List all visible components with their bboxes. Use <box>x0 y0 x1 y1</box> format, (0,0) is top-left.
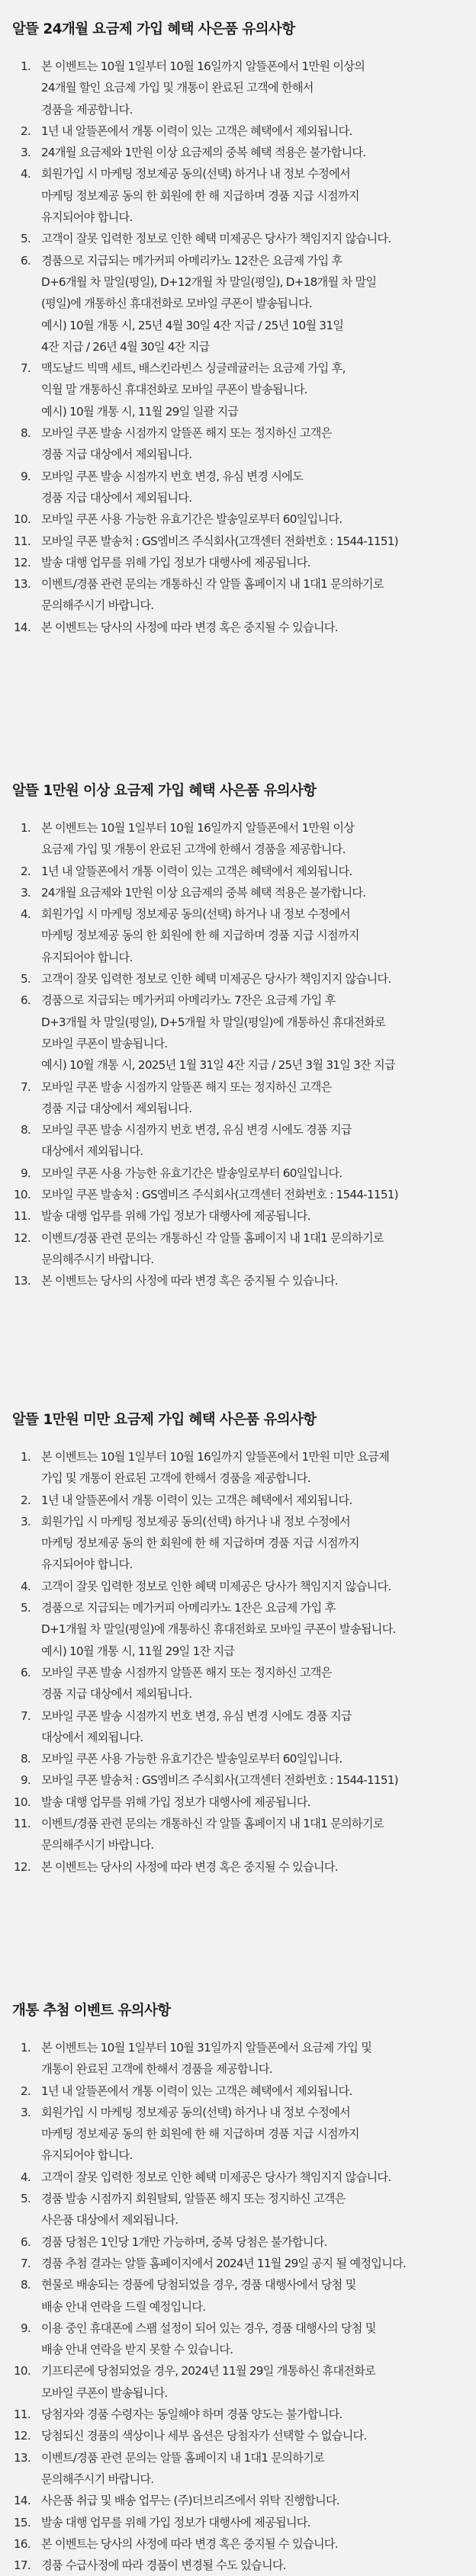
item-number: 1. <box>21 59 31 73</box>
notice-item <box>12 573 461 617</box>
item-text: 본 이벤트는 10월 1일부터 10월 16일까지 알뜰폰에서 1만원 이상의 24개월 할인 요금제 가입 및 개통이 완료된 고객에 한해서 경품을 제공합니다. <box>41 59 365 117</box>
item-text: 고객이 잘못 입력한 정보로 인한 혜택 미제공은 당사가 책임지지 않습니다. <box>41 232 391 246</box>
item-text: 경품 발송 시점까지 회원탈퇴, 알뜰폰 해지 또는 정지하신 고객은 사은품 대상에서 제외됩니다. <box>41 2192 346 2228</box>
item-number: 13. <box>14 577 31 592</box>
notice-item <box>12 2318 461 2361</box>
item-text: 모바일 쿠폰 사용 가능한 유효기간은 발송일로부터 60일입니다. <box>41 512 343 527</box>
item-number: 5. <box>21 1601 31 1615</box>
item-number: 2. <box>21 864 31 878</box>
item-text: 고객이 잘못 입력한 정보로 인한 혜택 미제공은 당사가 책임지지 않습니다. <box>41 972 391 986</box>
notice-item <box>12 1813 461 1856</box>
item-number: 3. <box>21 1514 31 1529</box>
item-text: 당첨자와 경품 수령자는 동일해야 하며 경품 양도는 불가합니다. <box>41 2408 343 2422</box>
notice-item <box>12 2555 461 2576</box>
notice-item <box>12 861 461 882</box>
item-text: 발송 대행 업무를 위해 가입 정보가 대행사에 제공됩니다. <box>41 1209 310 1224</box>
notice-list <box>12 817 461 1292</box>
item-text: 당첨되신 경품의 색상이나 세부 옵션은 당첨자가 선택할 수 없습니다. <box>41 2429 367 2443</box>
item-number: 7. <box>21 1079 31 1094</box>
notice-item <box>12 2231 461 2253</box>
item-text: 24개월 요금제와 1만원 이상 요금제의 중복 혜택 적용은 불가합니다. <box>41 885 366 900</box>
item-text: 고객이 잘못 입력한 정보로 인한 혜택 미제공은 당사가 책임지지 않습니다. <box>41 2170 391 2184</box>
item-text: 1년 내 알뜰폰에서 개통 이력이 있는 고객은 혜택에서 제외됩니다. <box>41 1493 352 1507</box>
notice-item <box>12 1076 461 1120</box>
item-text: 본 이벤트는 10월 1일부터 10월 16일까지 알뜰폰에서 1만원 이상 요금제 가입 및 개통이 완료된 고객에 한해서 경품을 제공합니다. <box>41 821 355 857</box>
item-text: 모바일 쿠폰 사용 가능한 유효기간은 발송일로부터 60일입니다. <box>41 1752 343 1766</box>
item-number: 6. <box>21 993 31 1008</box>
item-text: 이벤트/경품 관련 문의는 개통하신 각 알뜰 홈페이지 내 1대1 문의하기로 문의해주시기 바랍니다. <box>41 577 384 613</box>
item-text: 모바일 쿠폰 발송 시점까지 알뜰폰 해지 또는 정지하신 고객은 경품 지급 대상에서 제외됩니다. <box>41 1665 332 1702</box>
item-number: 4. <box>21 1579 31 1593</box>
item-number: 8. <box>21 426 31 441</box>
item-text: 경품 수급사정에 따라 경품이 변경될 수도 있습니다. <box>41 2558 286 2573</box>
notice-section-24month <box>12 20 461 638</box>
notice-item <box>12 1490 461 1511</box>
item-text: 모바일 쿠폰 발송처 : GS엠비즈 주식회사(고객센터 전화번호 : 1544-1151) <box>41 1188 398 1202</box>
item-number: 9. <box>21 1773 31 1788</box>
item-number: 3. <box>21 146 31 160</box>
item-number: 16. <box>14 2536 31 2551</box>
item-text: 사은품 취급 및 배송 업무는 (주)더브리즈에서 위탁 진행합니다. <box>41 2494 339 2508</box>
notice-item <box>12 817 461 861</box>
item-text: 이용 중인 휴대폰에 스팸 설정이 되어 있는 경우, 경품 대행사의 당첨 및 배송 안내 연락을 받지 못할 수 있습니다. <box>41 2321 376 2357</box>
item-text: 경품 추첨 결과는 알뜰 홈페이지에서 2024년 11월 29일 공지 될 예정입니다. <box>41 2256 407 2270</box>
notice-item <box>12 1119 461 1163</box>
notice-item <box>12 2080 461 2102</box>
section-title: 알뜰 1만원 이상 요금제 가입 혜택 사은품 유의사항 <box>12 783 317 799</box>
notice-item <box>12 1511 461 1576</box>
notice-item <box>12 142 461 163</box>
item-number: 5. <box>21 232 31 246</box>
item-number: 14. <box>14 620 31 634</box>
item-number: 1. <box>21 821 31 835</box>
item-text: 이벤트/경품 관련 문의는 알뜰 홈페이지 내 1대1 문의하기로 문의해주시기 바랍니다. <box>41 2450 324 2486</box>
item-text: 맥도날드 빅맥 세트, 배스킨라빈스 싱글레귤러는 요금제 가입 후, 익월 말 개통하신 휴대전화로 모바일 쿠폰이 발송됩니다. 예시) 10월 개통 시, 11월 29일 일괄 지급 <box>41 361 346 419</box>
item-text: 모바일 쿠폰 발송 시점까지 번호 변경, 유심 변경 시에도 경품 지급 대상에서 제외됩니다. <box>41 469 303 505</box>
item-number: 7. <box>21 361 31 376</box>
notice-item <box>12 1163 461 1184</box>
item-number: 4. <box>21 2170 31 2184</box>
item-text: 모바일 쿠폰 발송 시점까지 번호 변경, 유심 변경 시에도 경품 지급 대상에서 제외됩니다. <box>41 1708 352 1744</box>
item-number: 5. <box>21 2192 31 2206</box>
item-text: 이벤트/경품 관련 문의는 개통하신 각 알뜰 홈페이지 내 1대1 문의하기로 문의해주시기 바랍니다. <box>41 1230 384 1266</box>
item-text: 모바일 쿠폰 발송 시점까지 알뜰폰 해지 또는 정지하신 고객은 경품 지급 대상에서 제외됩니다. <box>41 426 332 462</box>
notice-item <box>12 2533 461 2555</box>
notice-section-over-10000 <box>12 781 461 1292</box>
item-number: 10. <box>14 2364 31 2379</box>
notice-item <box>12 1597 461 1662</box>
notice-item <box>12 422 461 466</box>
notice-item <box>12 2512 461 2533</box>
item-text: 경품으로 지급되는 메가커피 아메리카노 12잔은 요금제 가입 후 D+6개월 차 말일(평일), D+12개월 차 말일(평일), D+18개월 차 말일 (평일)에 개통하신 휴대전화로 모바일 쿠폰이 발송됩니다. 예시) 10월 개통 시, 25년 4월 30일 4잔 지급 / 25년 10월 31일 4잔 지급 / 26년 4월 30일 4잔 지급 <box>41 253 377 354</box>
item-number: 4. <box>21 907 31 922</box>
notice-item <box>12 1270 461 1291</box>
notice-section-draw-event <box>12 2001 461 2576</box>
notice-item <box>12 1227 461 1271</box>
item-number: 6. <box>21 253 31 268</box>
notice-item <box>12 2167 461 2188</box>
item-text: 회원가입 시 마케팅 정보제공 동의(선택) 하거나 내 정보 수정에서 마케팅 정보제공 동의 한 회원에 한 해 지급하며 경품 지급 시점까지 유지되어야 합니다. <box>41 167 359 225</box>
item-text: 본 이벤트는 10월 1일부터 10월 31일까지 알뜰폰에서 요금제 가입 및 개통이 완료된 고객에 한해서 경품을 제공합니다. <box>41 2041 372 2077</box>
notice-item <box>12 1184 461 1205</box>
notice-item <box>12 120 461 142</box>
item-number: 7. <box>21 2256 31 2270</box>
item-text: 회원가입 시 마케팅 정보제공 동의(선택) 하거나 내 정보 수정에서 마케팅 정보제공 동의 한 회원에 한 해 지급하며 경품 지급 시점까지 유지되어야 합니다. <box>41 2105 359 2163</box>
notice-item <box>12 1705 461 1749</box>
item-number: 1. <box>21 1450 31 1464</box>
notice-item <box>12 1748 461 1769</box>
item-text: 경품으로 지급되는 메가커피 아메리카노 1잔은 요금제 가입 후 D+1개월 차 말일(평일)에 개통하신 휴대전화로 모바일 쿠폰이 발송됩니다. 예시) 10월 개통 시, 11월 29일 1잔 지급 <box>41 1601 396 1658</box>
item-text: 회원가입 시 마케팅 정보제공 동의(선택) 하거나 내 정보 수정에서 마케팅 정보제공 동의 한 회원에 한 해 지급하며 경품 지급 시점까지 유지되어야 합니다. <box>41 1514 359 1572</box>
notice-item <box>12 250 461 358</box>
item-text: 모바일 쿠폰 발송 시점까지 번호 변경, 유심 변경 시에도 경품 지급 대상에서 제외됩니다. <box>41 1123 352 1159</box>
item-number: 14. <box>14 2494 31 2508</box>
notice-item <box>12 2102 461 2167</box>
notice-item <box>12 2425 461 2446</box>
section-title: 개통 추첨 이벤트 유의사항 <box>12 2003 171 2019</box>
notice-item <box>12 968 461 990</box>
item-text: 이벤트/경품 관련 문의는 개통하신 각 알뜰 홈페이지 내 1대1 문의하기로 문의해주시기 바랍니다. <box>41 1817 384 1853</box>
section-title: 알뜰 24개월 요금제 가입 혜택 사은품 유의사항 <box>12 21 295 37</box>
notice-item <box>12 1856 461 1878</box>
item-number: 11. <box>14 1817 31 1831</box>
notice-item <box>12 228 461 249</box>
item-text: 기프티콘에 당첨되었을 경우, 2024년 11월 29일 개통하신 휴대전화로 모바일 쿠폰이 발송됩니다. <box>41 2364 376 2400</box>
item-text: 모바일 쿠폰 발송처 : GS엠비즈 주식회사(고객센터 전화번호 : 1544-1151) <box>41 534 398 548</box>
item-text: 고객이 잘못 입력한 정보로 인한 혜택 미제공은 당사가 책임지지 않습니다. <box>41 1579 391 1593</box>
item-number: 12. <box>14 1230 31 1245</box>
item-number: 10. <box>14 1188 31 1202</box>
item-number: 10. <box>14 512 31 527</box>
item-number: 3. <box>21 2105 31 2119</box>
item-text: 본 이벤트는 당사의 사정에 따라 변경 혹은 중지될 수 있습니다. <box>41 1274 338 1288</box>
item-number: 2. <box>21 2084 31 2098</box>
item-number: 11. <box>14 1209 31 1224</box>
item-text: 본 이벤트는 10월 1일부터 10월 16일까지 알뜰폰에서 1만원 미만 요금제 가입 및 개통이 완료된 고객에 한해서 경품을 제공합니다. <box>41 1450 390 1486</box>
item-number: 2. <box>21 1493 31 1507</box>
item-text: 24개월 요금제와 1만원 이상 요금제의 중복 혜택 적용은 불가합니다. <box>41 146 366 160</box>
item-text: 발송 대행 업무를 위해 가입 정보가 대행사에 제공됩니다. <box>41 555 310 569</box>
item-number: 1. <box>21 2041 31 2055</box>
item-text: 본 이벤트는 당사의 사정에 따라 변경 혹은 중지될 수 있습니다. <box>41 1859 338 1874</box>
item-number: 12. <box>14 2429 31 2443</box>
notice-item <box>12 358 461 422</box>
item-number: 6. <box>21 1665 31 1679</box>
item-number: 8. <box>21 1123 31 1137</box>
item-number: 15. <box>14 2515 31 2529</box>
notice-item <box>12 508 461 530</box>
item-text: 모바일 쿠폰 사용 가능한 유효기간은 발송일로부터 60일입니다. <box>41 1166 343 1180</box>
item-number: 8. <box>21 1752 31 1766</box>
notice-item <box>12 903 461 968</box>
item-number: 5. <box>21 972 31 986</box>
notice-item <box>12 1446 461 1490</box>
item-number: 4. <box>21 167 31 181</box>
item-text: 1년 내 알뜰폰에서 개통 이력이 있는 고객은 혜택에서 제외됩니다. <box>41 2084 352 2098</box>
notice-item <box>12 2490 461 2511</box>
notice-item <box>12 1769 461 1791</box>
notice-item <box>12 2274 461 2318</box>
notice-item <box>12 531 461 552</box>
item-text: 회원가입 시 마케팅 정보제공 동의(선택) 하거나 내 정보 수정에서 마케팅 정보제공 동의 한 회원에 한 해 지급하며 경품 지급 시점까지 유지되어야 합니다. <box>41 907 359 964</box>
item-text: 경품 당첨은 1인당 1개만 가능하며, 중복 당첨은 불가합니다. <box>41 2234 327 2249</box>
notice-list <box>12 2037 461 2576</box>
item-number: 7. <box>21 1708 31 1723</box>
notice-item <box>12 163 461 228</box>
notice-item <box>12 2447 461 2491</box>
item-text: 발송 대행 업무를 위해 가입 정보가 대행사에 제공됩니다. <box>41 2515 310 2529</box>
item-text: 발송 대행 업무를 위해 가입 정보가 대행사에 제공됩니다. <box>41 1795 310 1809</box>
item-text: 1년 내 알뜰폰에서 개통 이력이 있는 고객은 혜택에서 제외됩니다. <box>41 864 352 878</box>
item-number: 13. <box>14 2450 31 2465</box>
item-number: 6. <box>21 2234 31 2249</box>
item-number: 9. <box>21 2321 31 2335</box>
item-number: 8. <box>21 2278 31 2292</box>
notice-item <box>12 1792 461 1813</box>
item-number: 2. <box>21 124 31 138</box>
notice-item <box>12 2188 461 2231</box>
notice-item <box>12 990 461 1076</box>
notice-section-under-10000 <box>12 1410 461 1878</box>
notice-item <box>12 1205 461 1227</box>
notice-item <box>12 617 461 638</box>
item-number: 9. <box>21 1166 31 1180</box>
item-number: 13. <box>14 1274 31 1288</box>
notice-item <box>12 1576 461 1597</box>
notice-list <box>12 1446 461 1878</box>
notice-item <box>12 2404 461 2425</box>
item-text: 현물로 배송되는 경품에 당첨되었을 경우, 경품 대행사에서 당첨 및 배송 안내 연락을 드릴 예정입니다. <box>41 2278 356 2314</box>
item-number: 10. <box>14 1795 31 1809</box>
notice-item <box>12 1662 461 1705</box>
item-number: 11. <box>14 2408 31 2422</box>
notice-list <box>12 56 461 638</box>
item-text: 본 이벤트는 당사의 사정에 따라 변경 혹은 중지될 수 있습니다. <box>41 620 338 634</box>
item-text: 본 이벤트는 당사의 사정에 따라 변경 혹은 중지될 수 있습니다. <box>41 2536 338 2551</box>
notice-item <box>12 552 461 573</box>
section-title: 알뜰 1만원 미만 요금제 가입 혜택 사은품 유의사항 <box>12 1412 317 1428</box>
item-text: 1년 내 알뜰폰에서 개통 이력이 있는 고객은 혜택에서 제외됩니다. <box>41 124 352 138</box>
item-number: 3. <box>21 885 31 900</box>
item-text: 경품으로 지급되는 메가커피 아메리카노 7잔은 요금제 가입 후 D+3개월 차 말일(평일), D+5개월 차 말일(평일)에 개통하신 휴대전화로 모바일 쿠폰이 발송됩니다. 예시) 10월 개통 시, 2025년 1월 31일 4잔 지급 / 25년 3월 31일 3잔 지급 <box>41 993 395 1073</box>
notice-item <box>12 56 461 120</box>
notice-item <box>12 466 461 509</box>
item-number: 17. <box>14 2558 31 2573</box>
notice-item <box>12 882 461 903</box>
notice-item <box>12 2037 461 2080</box>
item-number: 9. <box>21 469 31 483</box>
notice-item <box>12 2360 461 2404</box>
item-text: 모바일 쿠폰 발송처 : GS엠비즈 주식회사(고객센터 전화번호 : 1544-1151) <box>41 1773 398 1788</box>
item-number: 11. <box>14 534 31 548</box>
notice-item <box>12 2253 461 2274</box>
item-text: 모바일 쿠폰 발송 시점까지 알뜰폰 해지 또는 정지하신 고객은 경품 지급 대상에서 제외됩니다. <box>41 1079 332 1115</box>
item-number: 12. <box>14 1859 31 1874</box>
item-number: 12. <box>14 555 31 569</box>
